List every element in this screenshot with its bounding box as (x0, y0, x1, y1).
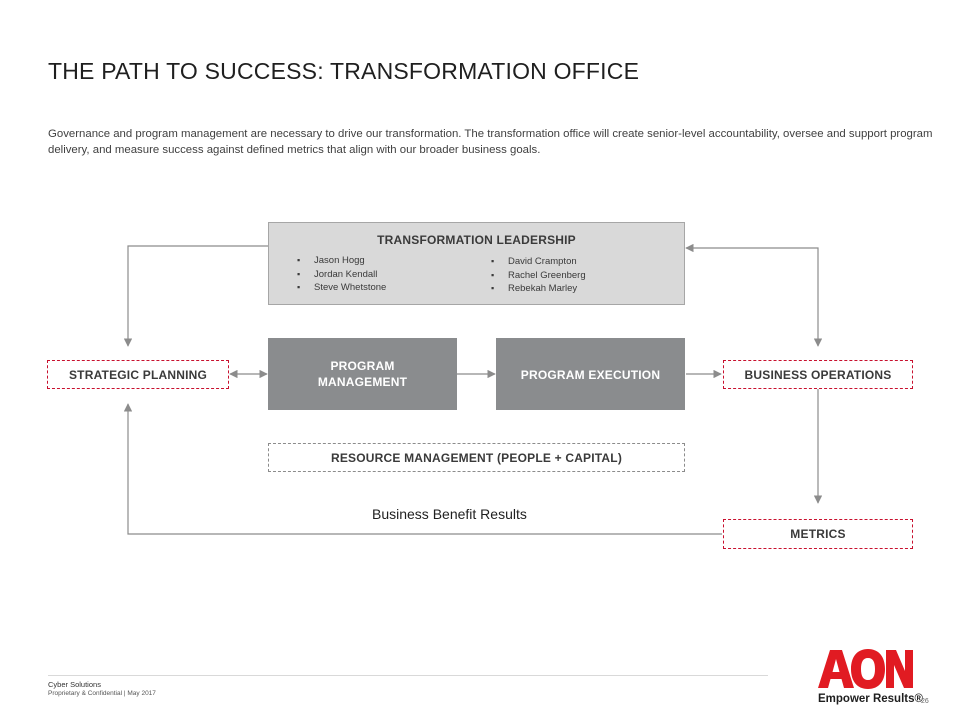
metrics-box: METRICS (723, 519, 913, 549)
leadership-member: ▪ David Crampton (489, 255, 586, 269)
page-number: 26 (921, 698, 929, 705)
program-execution-box: PROGRAM EXECUTION (496, 338, 685, 410)
program-management-label-line2: MANAGEMENT (317, 375, 408, 389)
leadership-member: ▪ Rebekah Marley (489, 282, 586, 296)
leadership-member: ▪ Jason Hogg (295, 254, 386, 268)
footer-company: Cyber Solutions (48, 680, 101, 689)
footer-confidential: Proprietary & Confidential | May 2017 (48, 690, 156, 697)
program-management-label-line1: PROGRAM (330, 359, 395, 373)
page-title: THE PATH TO SUCCESS: TRANSFORMATION OFFICE (48, 58, 640, 84)
program-management-box (268, 338, 457, 410)
leadership-title: TRANSFORMATION LEADERSHIP (377, 233, 576, 247)
strategic-planning-box: STRATEGIC PLANNING (47, 360, 229, 389)
leadership-member: ▪ Rachel Greenberg (489, 269, 586, 283)
leadership-members-left (295, 254, 386, 295)
brand-tagline: Empower Results® (818, 693, 923, 705)
leadership-members-right (489, 255, 586, 296)
leadership-member: ▪ Steve Whetstone (295, 281, 386, 295)
resource-management-box: RESOURCE MANAGEMENT (PEOPLE + CAPITAL) (268, 443, 685, 472)
intro-paragraph: Governance and program management are necessary to drive our transformation. The transformation office will create senior-level accountability, oversee and support program delivery, and measure success against defined metrics that align with our broader business goals. (48, 128, 933, 156)
footer-divider (48, 675, 768, 676)
leadership-member: ▪ Jordan Kendall (295, 268, 386, 282)
transformation-leadership-box (268, 222, 685, 305)
connector-leadership-to-strategic (128, 246, 268, 346)
connector-business-ops-leadership (686, 248, 818, 346)
feedback-label: Business Benefit Results (372, 506, 527, 522)
business-operations-box: BUSINESS OPERATIONS (723, 360, 913, 389)
